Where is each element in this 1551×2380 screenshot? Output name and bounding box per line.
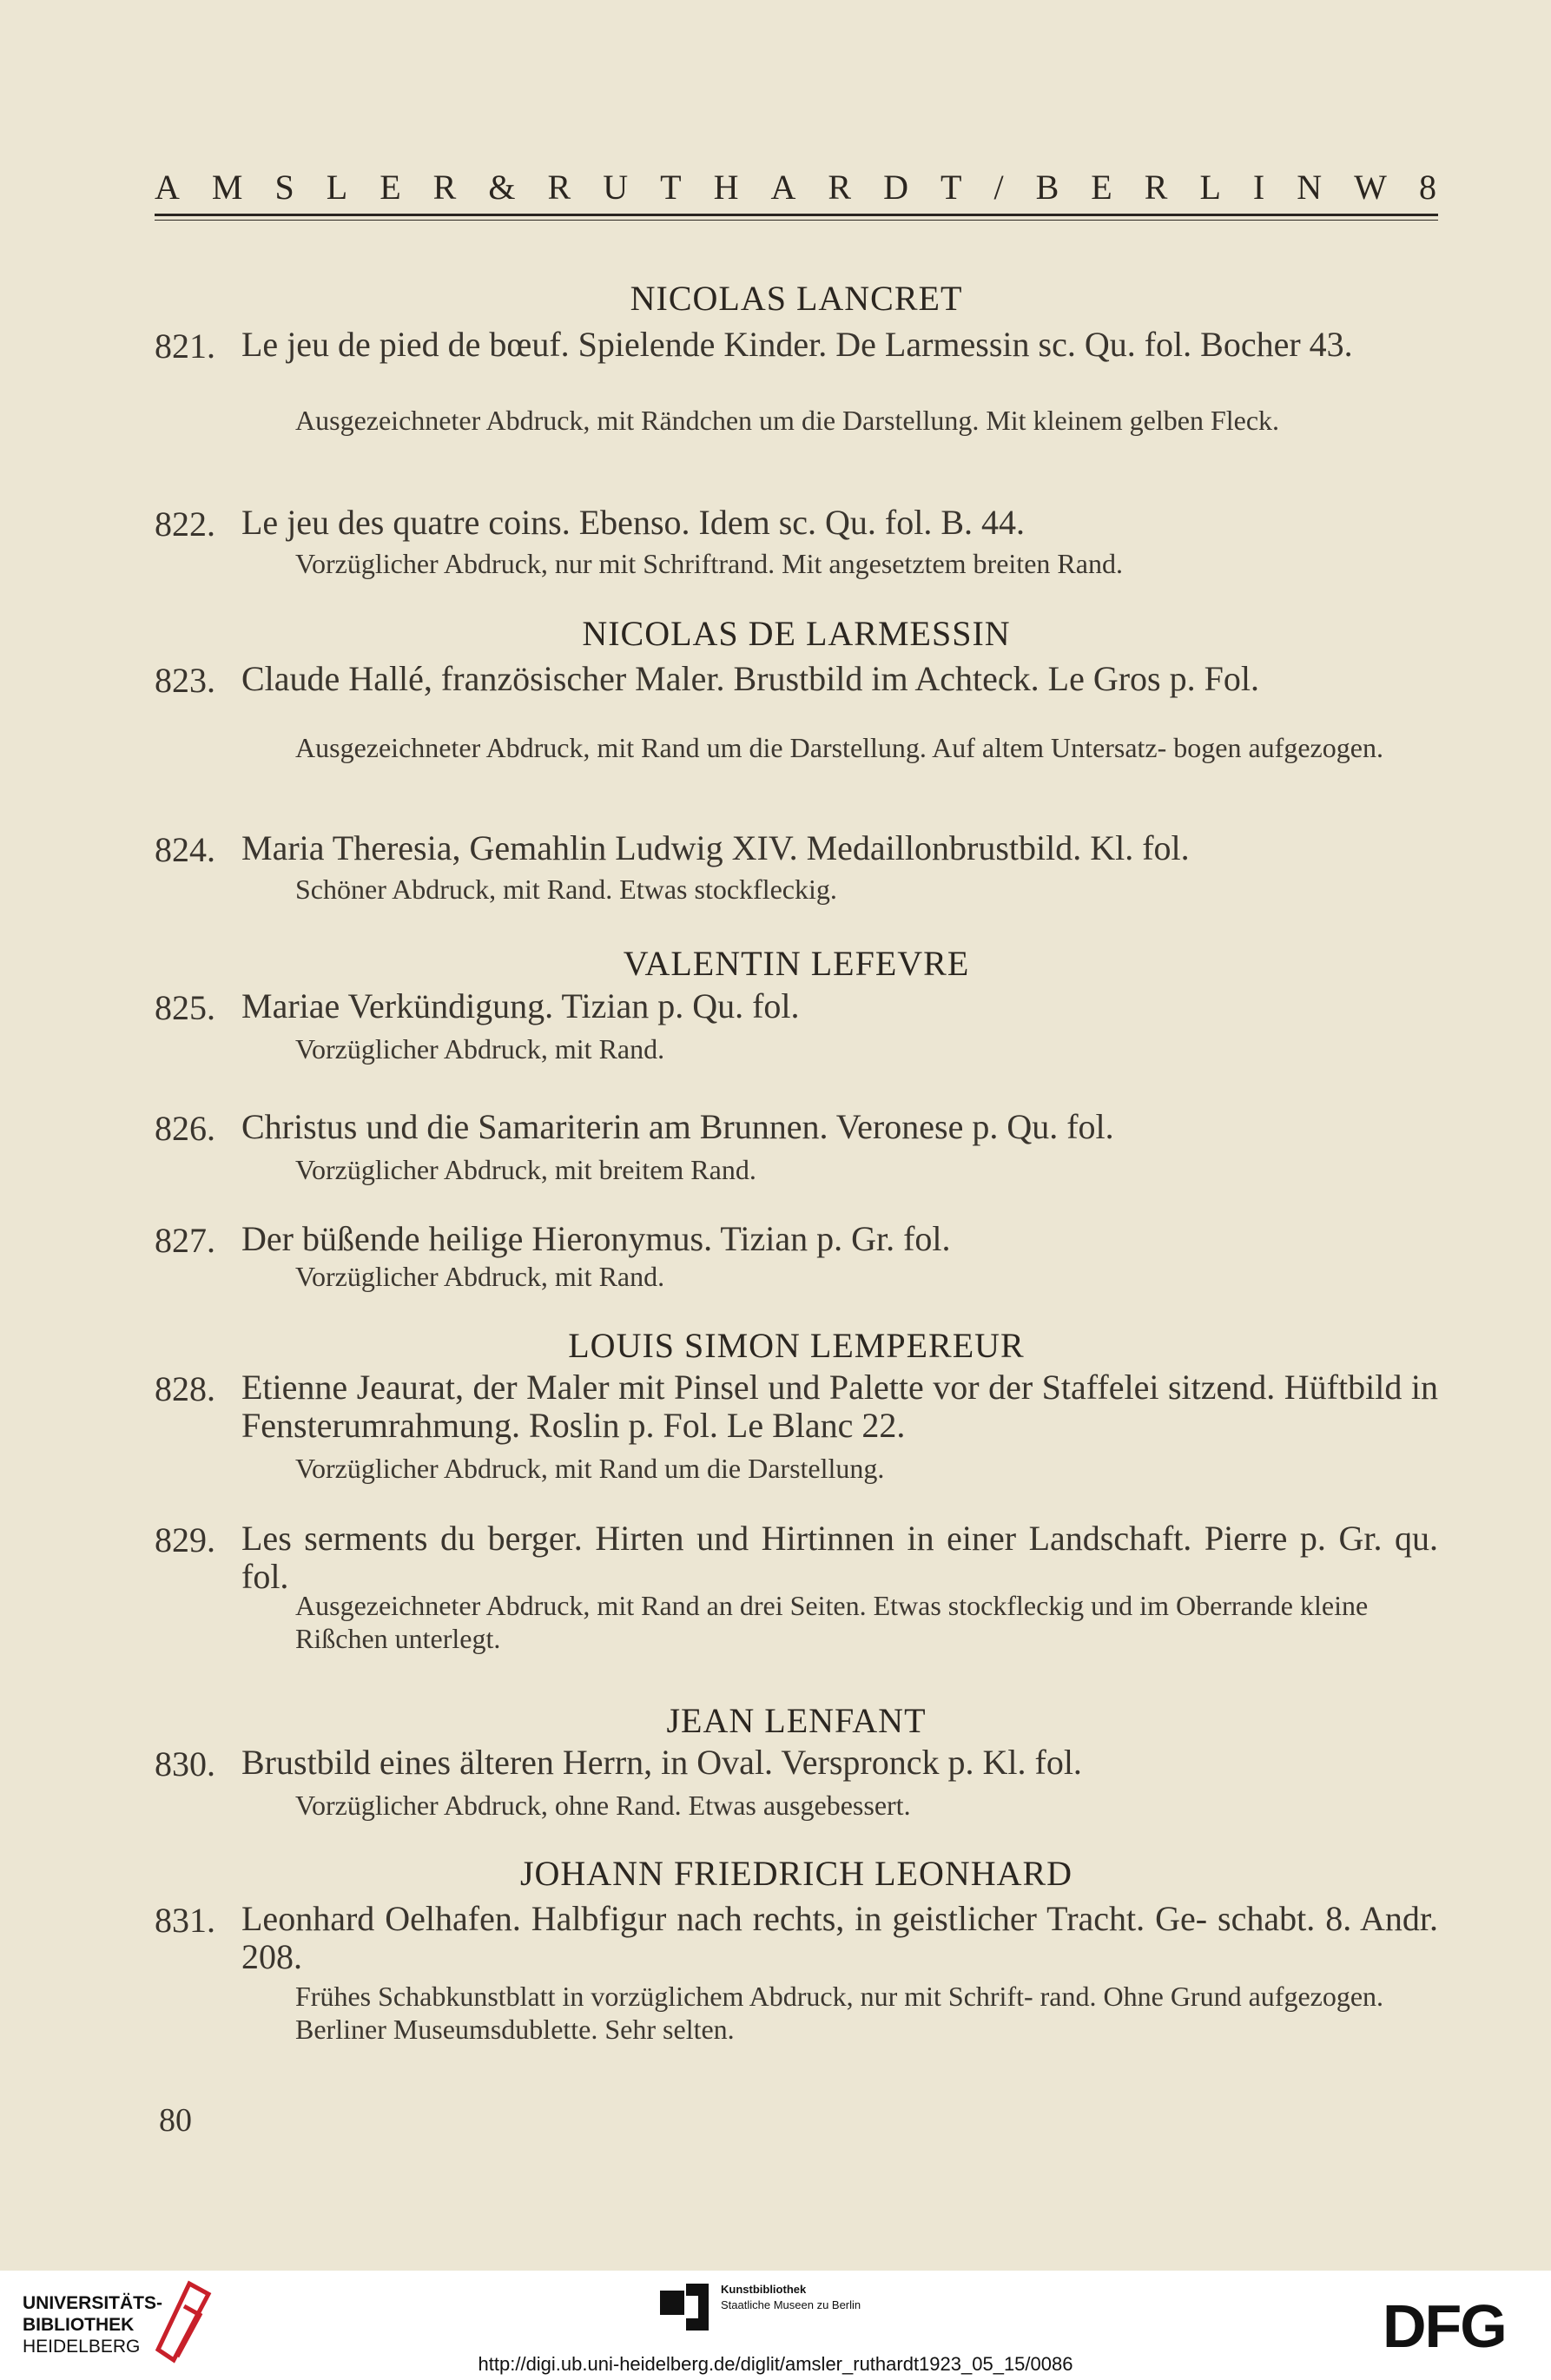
entry-note: Vorzüglicher Abdruck, mit Rand um die Darstellung. bbox=[295, 1453, 885, 1484]
artist-heading: LOUIS SIMON LEMPEREUR bbox=[568, 1326, 1025, 1365]
entry-number: 823. bbox=[155, 661, 215, 700]
entry-note: Vorzüglicher Abdruck, nur mit Schriftrand. Mit angesetztem breiten Rand. bbox=[295, 548, 1123, 579]
source-url-link[interactable]: http://digi.ub.uni-heidelberg.de/diglit/amsler_ruthardt1923_05_15/0086 bbox=[478, 2353, 1073, 2375]
entry-note: Ausgezeichneter Abdruck, mit Rand an drei Seiten. Etwas stockfleckig und im Oberrande kleine Rißchen unterlegt. bbox=[295, 1590, 1369, 1654]
header-letter: W bbox=[1354, 168, 1389, 207]
entry-number: 825. bbox=[155, 988, 215, 1027]
uni-line: HEIDELBERG bbox=[23, 2337, 141, 2357]
header-letter: E bbox=[1091, 168, 1114, 207]
header-letter: L bbox=[1199, 168, 1223, 207]
entry-title: Brustbild eines älteren Herrn, in Oval. Verspronck p. Kl. fol. bbox=[241, 1743, 1082, 1782]
entry-title: Der büßende heilige Hieronymus. Tizian p. Gr. fol. bbox=[241, 1219, 951, 1258]
entry-number: 829. bbox=[155, 1520, 215, 1559]
entry-title: Le jeu de pied de bœuf. Spielende Kinder. De Larmessin sc. Qu. fol. Bocher 43. bbox=[241, 325, 1353, 364]
header-letter: M bbox=[211, 168, 245, 207]
entry-number: 826. bbox=[155, 1109, 215, 1148]
entry-note: Vorzüglicher Abdruck, mit breitem Rand. bbox=[295, 1154, 756, 1185]
entry-title: Le jeu des quatre coins. Ebenso. Idem sc. Qu. fol. B. 44. bbox=[241, 503, 1026, 542]
artist-heading: NICOLAS LANCRET bbox=[630, 279, 963, 318]
kunstbibliothek-label bbox=[721, 2282, 861, 2313]
header-letter: U bbox=[603, 168, 630, 207]
header-letter: R bbox=[432, 168, 459, 207]
artist-heading: JEAN LENFANT bbox=[666, 1701, 927, 1740]
entry-note: Vorzüglicher Abdruck, mit Rand. bbox=[295, 1033, 665, 1065]
header-letter: A bbox=[770, 168, 798, 207]
running-header bbox=[155, 167, 1438, 208]
entry-number: 821. bbox=[155, 326, 215, 366]
entry-number: 822. bbox=[155, 504, 215, 544]
dfg-logo: DFG bbox=[1383, 2292, 1506, 2360]
header-letter: R bbox=[1144, 168, 1170, 207]
entry-title: Claude Hallé, französischer Maler. Brustbild im Achteck. Le Gros p. Fol. bbox=[241, 659, 1259, 698]
entry-note: Vorzüglicher Abdruck, mit Rand. bbox=[295, 1261, 665, 1292]
header-letter: H bbox=[713, 168, 741, 207]
entry-number: 824. bbox=[155, 830, 215, 869]
header-letter: D bbox=[883, 168, 910, 207]
header-letter: L bbox=[326, 168, 350, 207]
header-letter: R bbox=[547, 168, 573, 207]
kb-line: Staatliche Museen zu Berlin bbox=[721, 2298, 861, 2311]
entry-number: 830. bbox=[155, 1744, 215, 1783]
entry-title: Christus und die Samariterin am Brunnen. Veronese p. Qu. fol. bbox=[241, 1107, 1114, 1146]
artist-heading: JOHANN FRIEDRICH LEONHARD bbox=[519, 1854, 1073, 1893]
entry-note: Frühes Schabkunstblatt in vorzüglichem Abdruck, nur mit Schrift- rand. Ohne Grund aufgezogen. Berliner Museumsdublette. Sehr selten. bbox=[295, 1981, 1384, 2045]
entry-title: Leonhard Oelhafen. Halbfigur nach rechts, in geistlicher Tracht. Ge- schabt. 8. Andr. 208. bbox=[241, 1899, 1438, 1976]
header-letter: 8 bbox=[1418, 168, 1438, 207]
artist-heading: VALENTIN LEFEVRE bbox=[623, 944, 970, 983]
entry-number: 831. bbox=[155, 1901, 215, 1940]
university-library-label bbox=[23, 2292, 162, 2357]
page-number: 80 bbox=[159, 2102, 192, 2139]
entry-note: Schöner Abdruck, mit Rand. Etwas stockfleckig. bbox=[295, 874, 837, 905]
entry-note: Ausgezeichneter Abdruck, mit Rändchen um die Darstellung. Mit kleinem gelben Fleck. bbox=[295, 405, 1280, 436]
header-rule-thin bbox=[155, 220, 1438, 221]
header-letter: R bbox=[828, 168, 854, 207]
kunstbibliothek-logo-icon bbox=[660, 2284, 709, 2331]
header-rule-thick bbox=[155, 214, 1438, 216]
artist-heading: NICOLAS DE LARMESSIN bbox=[582, 614, 1011, 653]
header-letter: E bbox=[380, 168, 403, 207]
entry-title: Etienne Jeaurat, der Maler mit Pinsel und Palette vor der Staffelei sitzend. Hüftbild in Fensterumrahmung. Roslin p. Fol. Le Blanc 22. bbox=[241, 1368, 1438, 1445]
header-letter: T bbox=[940, 168, 964, 207]
header-letter: T bbox=[660, 168, 683, 207]
header-letter: / bbox=[993, 168, 1006, 207]
entry-number: 828. bbox=[155, 1369, 215, 1408]
uni-line: UNIVERSITÄTS- bbox=[23, 2293, 163, 2313]
header-letter: A bbox=[155, 168, 182, 207]
university-logo-icon bbox=[155, 2280, 215, 2364]
header-letter: B bbox=[1035, 168, 1061, 207]
uni-line: BIBLIOTHEK bbox=[23, 2315, 135, 2335]
header-letter: S bbox=[274, 168, 296, 207]
entry-title: Les serments du berger. Hirten und Hirtinnen in einer Landschaft. Pierre p. Gr. qu. fol. bbox=[241, 1519, 1438, 1596]
entry-title: Mariae Verkündigung. Tizian p. Qu. fol. bbox=[241, 986, 800, 1025]
entry-note: Ausgezeichneter Abdruck, mit Rand um die Darstellung. Auf altem Untersatz- bogen aufgezogen. bbox=[295, 732, 1383, 763]
entry-number: 827. bbox=[155, 1221, 215, 1260]
header-letter: I bbox=[1252, 168, 1267, 207]
header-letter: N bbox=[1297, 168, 1324, 207]
entry-note: Vorzüglicher Abdruck, ohne Rand. Etwas ausgebessert. bbox=[295, 1790, 911, 1821]
header-letter: & bbox=[488, 168, 518, 207]
entry-title: Maria Theresia, Gemahlin Ludwig XIV. Medaillonbrustbild. Kl. fol. bbox=[241, 828, 1190, 867]
kb-line: Kunstbibliothek bbox=[721, 2283, 807, 2296]
